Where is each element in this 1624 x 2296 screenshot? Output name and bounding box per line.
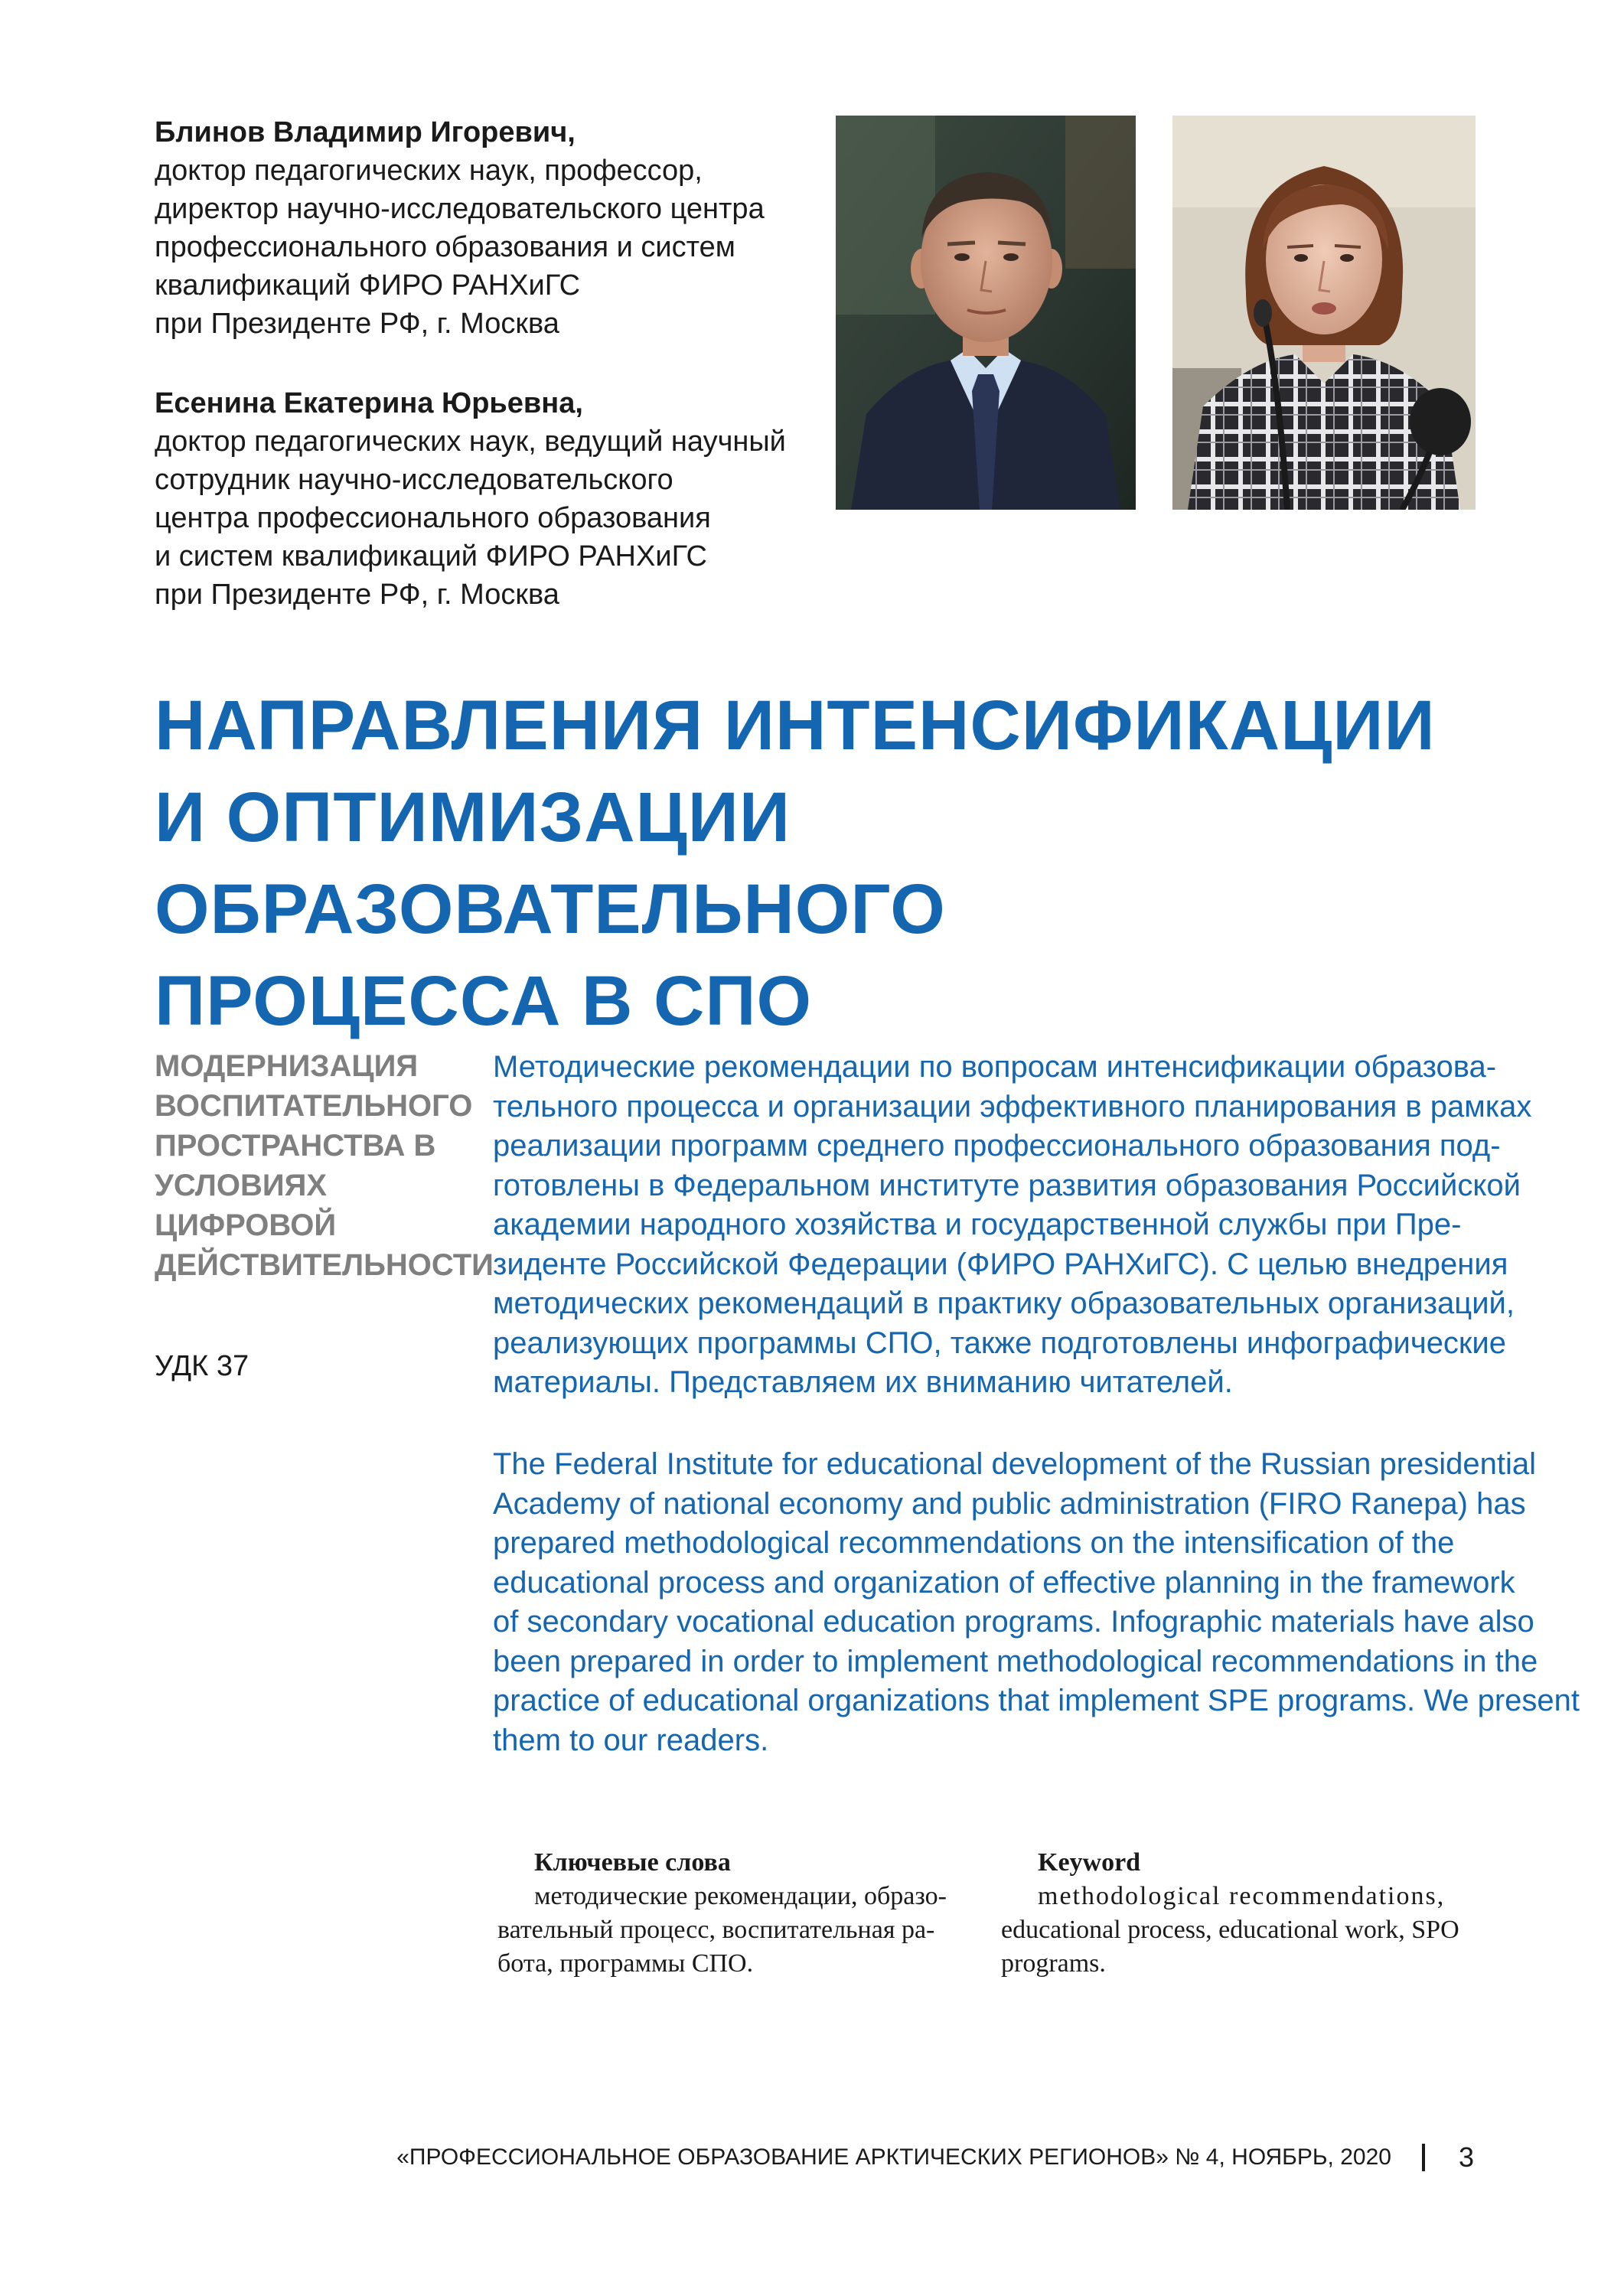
section-rubric (155, 1046, 494, 1285)
abstract-ru-line: тельного процесса и организации эффективного планирования в рамках (493, 1089, 1532, 1124)
author-2-name: Есенина Екатерина Юрьевна, (155, 387, 583, 419)
abstract-english (493, 1445, 1580, 1760)
author-1-affiliation-line: профессионального образования и систем (155, 231, 735, 263)
keywords-english (1001, 1846, 1476, 1981)
abstract-en-line: practice of educational organizations that implement SPE programs. We present (493, 1684, 1580, 1717)
rubric-line: ПРОСТРАНСТВА В (155, 1129, 436, 1163)
author-2-block (155, 384, 813, 614)
abstract-en-line: been prepared in order to implement methodological recommendations in the (493, 1644, 1538, 1678)
abstract-ru-line: реализующих программы СПО, также подготовлены инфографические (493, 1326, 1507, 1360)
keywords-line: educational process, educational work, SPO (1001, 1916, 1459, 1944)
keywords-heading: Keyword (1038, 1848, 1141, 1877)
author-2-affiliation-line: доктор педагогических наук, ведущий научный (155, 426, 786, 458)
author-1-affiliation-line: директор научно-исследовательского центра (155, 193, 765, 225)
author-2-photo (1172, 116, 1476, 510)
rubric-line: ВОСПИТАТЕЛЬНОГО (155, 1089, 473, 1123)
article-title-line: И ОПТИМИЗАЦИИ ОБРАЗОВАТЕЛЬНОГО (155, 778, 946, 948)
author-1-name: Блинов Владимир Игоревич, (155, 116, 576, 148)
abstract-ru-line: методических рекомендаций в практику образовательных организаций, (493, 1287, 1515, 1320)
rubric-line: УСЛОВИЯХ ЦИФРОВОЙ (155, 1169, 337, 1242)
keywords-heading: Ключевые слова (534, 1848, 731, 1877)
author-1-affiliation-line: при Президенте РФ, г. Москва (155, 308, 559, 340)
page-footer (396, 2141, 1474, 2174)
abstract-en-line: Academy of national economy and public administration (FIRO Ranepa) has (493, 1486, 1526, 1521)
abstract-ru-line: академии народного хозяйства и государственной службы при Пре- (493, 1208, 1462, 1241)
author-2-affiliation-line: и систем квалификаций ФИРО РАНХиГС (155, 540, 707, 572)
keywords-line: programs. (1001, 1949, 1106, 1978)
author-2-affiliation-line: при Президенте РФ, г. Москва (155, 579, 559, 611)
author-1-affiliation-line: квалификаций ФИРО РАНХиГС (155, 269, 581, 302)
abstract-ru-line: реализации программ среднего профессионального образования под- (493, 1129, 1501, 1163)
rubric-line: МОДЕРНИЗАЦИЯ (155, 1049, 419, 1083)
journal-name: «ПРОФЕССИОНАЛЬНОЕ ОБРАЗОВАНИЕ АРКТИЧЕСКИХ РЕГИОНОВ» № 4, НОЯБРЬ, 2020 (396, 2144, 1391, 2170)
abstract-en-line: The Federal Institute for educational development of the Russian presidential (493, 1447, 1537, 1481)
author-2-affiliation-line: центра профессионального образования (155, 502, 711, 534)
keywords-line: бота, программы СПО. (497, 1949, 754, 1978)
article-title-line: НАПРАВЛЕНИЯ ИНТЕНСИФИКАЦИИ (155, 687, 1436, 765)
rubric-line: ДЕЙСТВИТЕЛЬНОСТИ (155, 1248, 494, 1282)
abstract-ru-line: материалы. Представляем их вниманию читателей. (493, 1365, 1233, 1399)
udk-code: УДК 37 (155, 1350, 249, 1382)
abstract-ru-line: зиденте Российской Федерации (ФИРО РАНХиГС). С целью внедрения (493, 1247, 1508, 1281)
abstract-en-line: of secondary vocational education programs. Infographic materials have also (493, 1605, 1534, 1639)
keywords-line: методические рекомендации, образо- (534, 1882, 947, 1910)
article-title (155, 680, 1471, 1047)
abstract-en-line: prepared methodological recommendations on the intensification of the (493, 1526, 1455, 1560)
author-2-affiliation-line: сотрудник научно-исследовательского (155, 464, 673, 496)
author-1-photo (836, 116, 1136, 510)
abstract-ru-line: готовлены в Федеральном институте развития образования Российской (493, 1168, 1521, 1202)
abstract-en-line: them to our readers. (493, 1723, 769, 1757)
keywords-line: вательный процесс, воспитательная ра- (497, 1916, 935, 1944)
keywords-russian (497, 1846, 972, 1981)
keywords-line: methodological recommendations, (1038, 1882, 1446, 1910)
footer-divider (1422, 2144, 1425, 2171)
abstract-en-line: educational process and organization of effective planning in the framework (493, 1565, 1515, 1600)
page-number: 3 (1458, 2141, 1474, 2173)
author-1-affiliation-line: доктор педагогических наук, профессор, (155, 155, 703, 187)
abstract-ru-line: Методические рекомендации по вопросам интенсификации образова- (493, 1050, 1497, 1084)
author-1-block (155, 113, 813, 343)
abstract-russian (493, 1048, 1532, 1403)
article-title-line: ПРОЦЕССА В СПО (155, 962, 813, 1040)
